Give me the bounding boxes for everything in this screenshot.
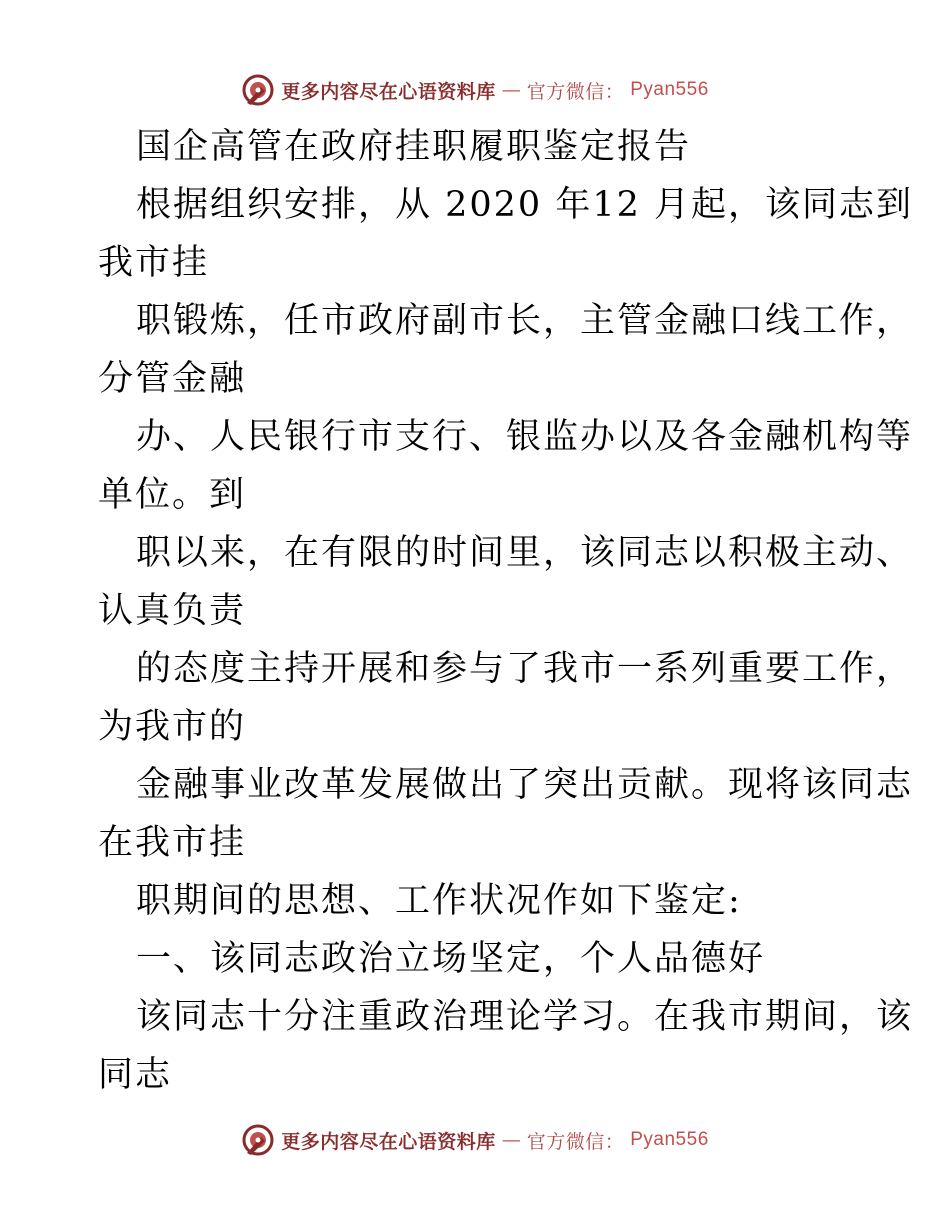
footer-banner-main-text: 更多内容尽在心语资料库 xyxy=(281,1130,496,1153)
paragraph-line: 在我市挂 xyxy=(98,823,247,863)
header-banner xyxy=(0,70,950,110)
header-banner-wechat-label: 官方微信： xyxy=(526,80,625,103)
paragraph-line: 的态度主持开展和参与了我市一系列重要工作， xyxy=(136,649,914,689)
header-banner-wechat-id: Pyan556 xyxy=(630,79,709,100)
paragraph-line: 分管金融 xyxy=(98,359,247,399)
paragraph-line: 职期间的思想、工作状况作如下鉴定: xyxy=(136,881,742,921)
header-banner-dash: — xyxy=(501,79,521,101)
pen-logo-icon xyxy=(241,1123,275,1157)
paragraph-line: 办、人民银行市支行、银监办以及各金融机构等 xyxy=(136,417,914,457)
paragraph-line: 职锻炼，任市政府副市长，主管金融口线工作， xyxy=(136,301,914,341)
document-title: 国企高管在政府挂职履职鉴定报告 xyxy=(136,127,692,167)
document-body xyxy=(98,118,914,1104)
paragraph-line: 同志 xyxy=(98,1055,173,1095)
paragraph-line: 单位。到 xyxy=(98,475,247,515)
paragraph-line: 认真负责 xyxy=(98,591,247,631)
section-heading: 一、该同志政治立场坚定，个人品德好 xyxy=(136,939,766,979)
footer-banner xyxy=(0,1120,950,1160)
header-banner-main-text: 更多内容尽在心语资料库 xyxy=(281,80,496,103)
footer-banner-dash: — xyxy=(501,1129,521,1151)
paragraph-line: 该同志十分注重政治理论学习。在我市期间，该 xyxy=(136,997,914,1037)
paragraph-line: 根据组织安排，从 2020 年12 月起，该同志到 xyxy=(136,185,913,225)
footer-banner-wechat-id: Pyan556 xyxy=(630,1129,709,1150)
paragraph-line: 职以来，在有限的时间里，该同志以积极主动、 xyxy=(136,533,914,573)
pen-logo-icon xyxy=(241,73,275,107)
paragraph-line: 我市挂 xyxy=(98,243,210,283)
footer-banner-wechat-label: 官方微信： xyxy=(526,1130,625,1153)
paragraph-line: 为我市的 xyxy=(98,707,247,747)
paragraph-line: 金融事业改革发展做出了突出贡献。现将该同志 xyxy=(136,765,914,805)
